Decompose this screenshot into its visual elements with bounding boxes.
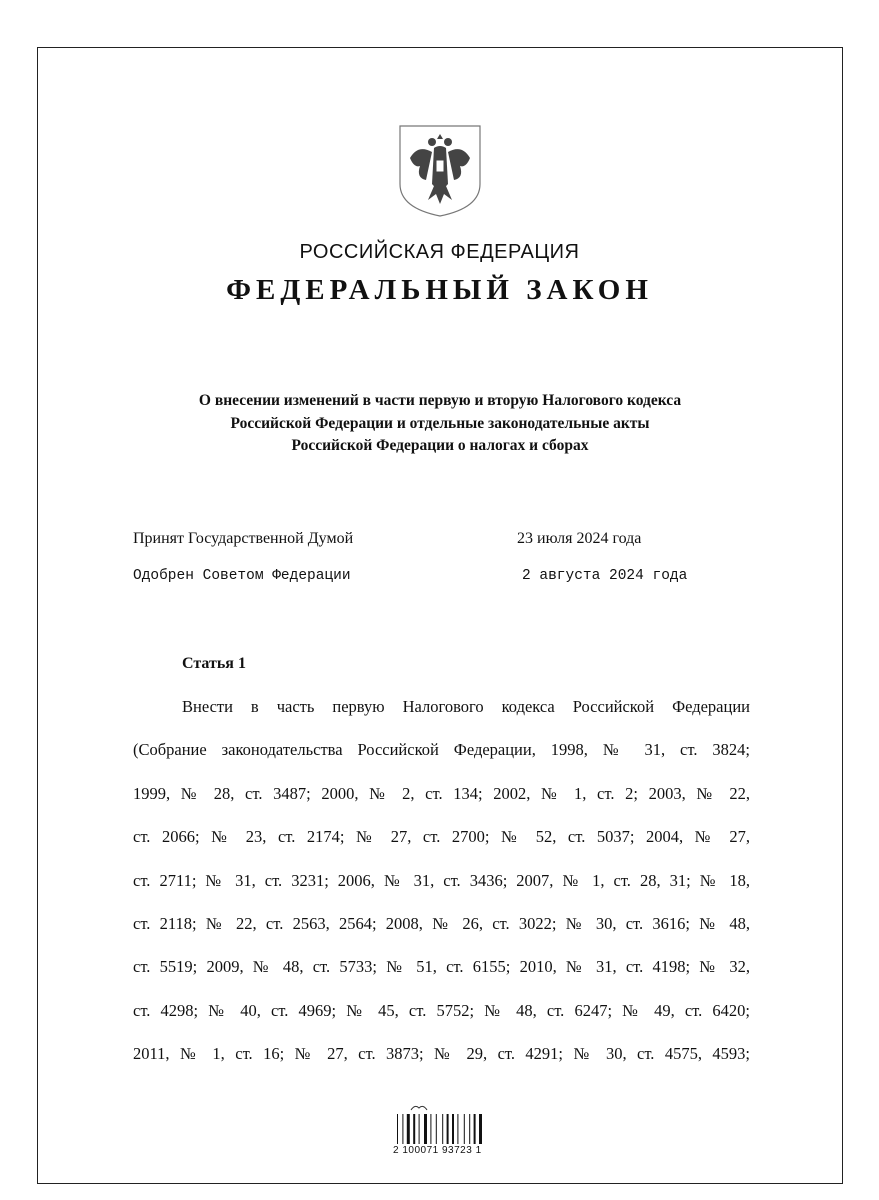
title-line: Российской Федерации и отдельные законодательные акты [230,414,650,432]
barcode-bar [413,1114,415,1144]
barcode-bar [402,1114,403,1144]
barcode-bar [474,1114,476,1144]
approved-label: Одобрен Советом Федерации [133,568,351,584]
barcode-bar [442,1114,443,1144]
barcode-bar [447,1114,449,1144]
coat-of-arms-icon [398,124,482,218]
body-line: ст. 2118; № 22, ст. 2563, 2564; 2008, № 26, ст. 3022; № 30, ст. 3616; № 48, [133,914,750,933]
barcode-bar [469,1114,470,1144]
barcode-bar [397,1114,398,1144]
approved-date: 2 августа 2024 года [522,568,688,584]
article-heading: Статья 1 [182,655,246,672]
body-line: Внести в часть первую Налогового кодекса Российской Федерации [182,697,750,716]
body-line: (Собрание законодательства Российской Федерации, 1998, № 31, ст. 3824; [133,740,750,759]
body-line: ст. 2066; № 23, ст. 2174; № 27, ст. 2700; № 52, ст. 5037; 2004, № 27, [133,827,750,846]
adopted-label: Принят Государственной Думой [133,530,354,547]
law-title [100,390,780,458]
barcode-bar [464,1114,465,1144]
title-line: Российской Федерации о налогах и сборах [291,437,589,454]
barcode-bar [424,1114,427,1144]
barcode-bar [436,1114,437,1144]
body-line: 1999, № 28, ст. 3487; 2000, № 2, ст. 134; 2002, № 1, ст. 2; 2003, № 22, [133,784,750,803]
barcode-bar [419,1114,420,1144]
adopted-date: 23 июля 2024 года [517,530,642,547]
barcode-bar [430,1114,431,1144]
body-line: ст. 5519; 2009, № 48, ст. 5733; № 51, ст. 6155; 2010, № 31, ст. 4198; № 32, [133,957,750,976]
barcode-bar [452,1114,454,1144]
body-line: ст. 4298; № 40, ст. 4969; № 45, ст. 5752; № 48, ст. 6247; № 49, ст. 6420; [133,1001,750,1020]
country-heading: РОССИЙСКАЯ ФЕДЕРАЦИЯ [299,241,580,263]
body-line: 2011, № 1, ст. 16; № 27, ст. 3873; № 29, ст. 4291; № 30, ст. 4575, 4593; [133,1044,750,1063]
barcode-bar [457,1114,458,1144]
law-type-heading: ФЕДЕРАЛЬНЫЙ ЗАКОН [226,274,653,306]
title-line: О внесении изменений в части первую и вторую Налогового кодекса [198,392,682,409]
barcode-bar [407,1114,410,1144]
barcode-number: 2 100071 93723 1 [393,1145,482,1156]
barcode-bar [479,1114,482,1144]
body-line: ст. 2711; № 31, ст. 3231; 2006, № 31, ст. 3436; 2007, № 1, ст. 28, 31; № 18, [133,871,750,890]
